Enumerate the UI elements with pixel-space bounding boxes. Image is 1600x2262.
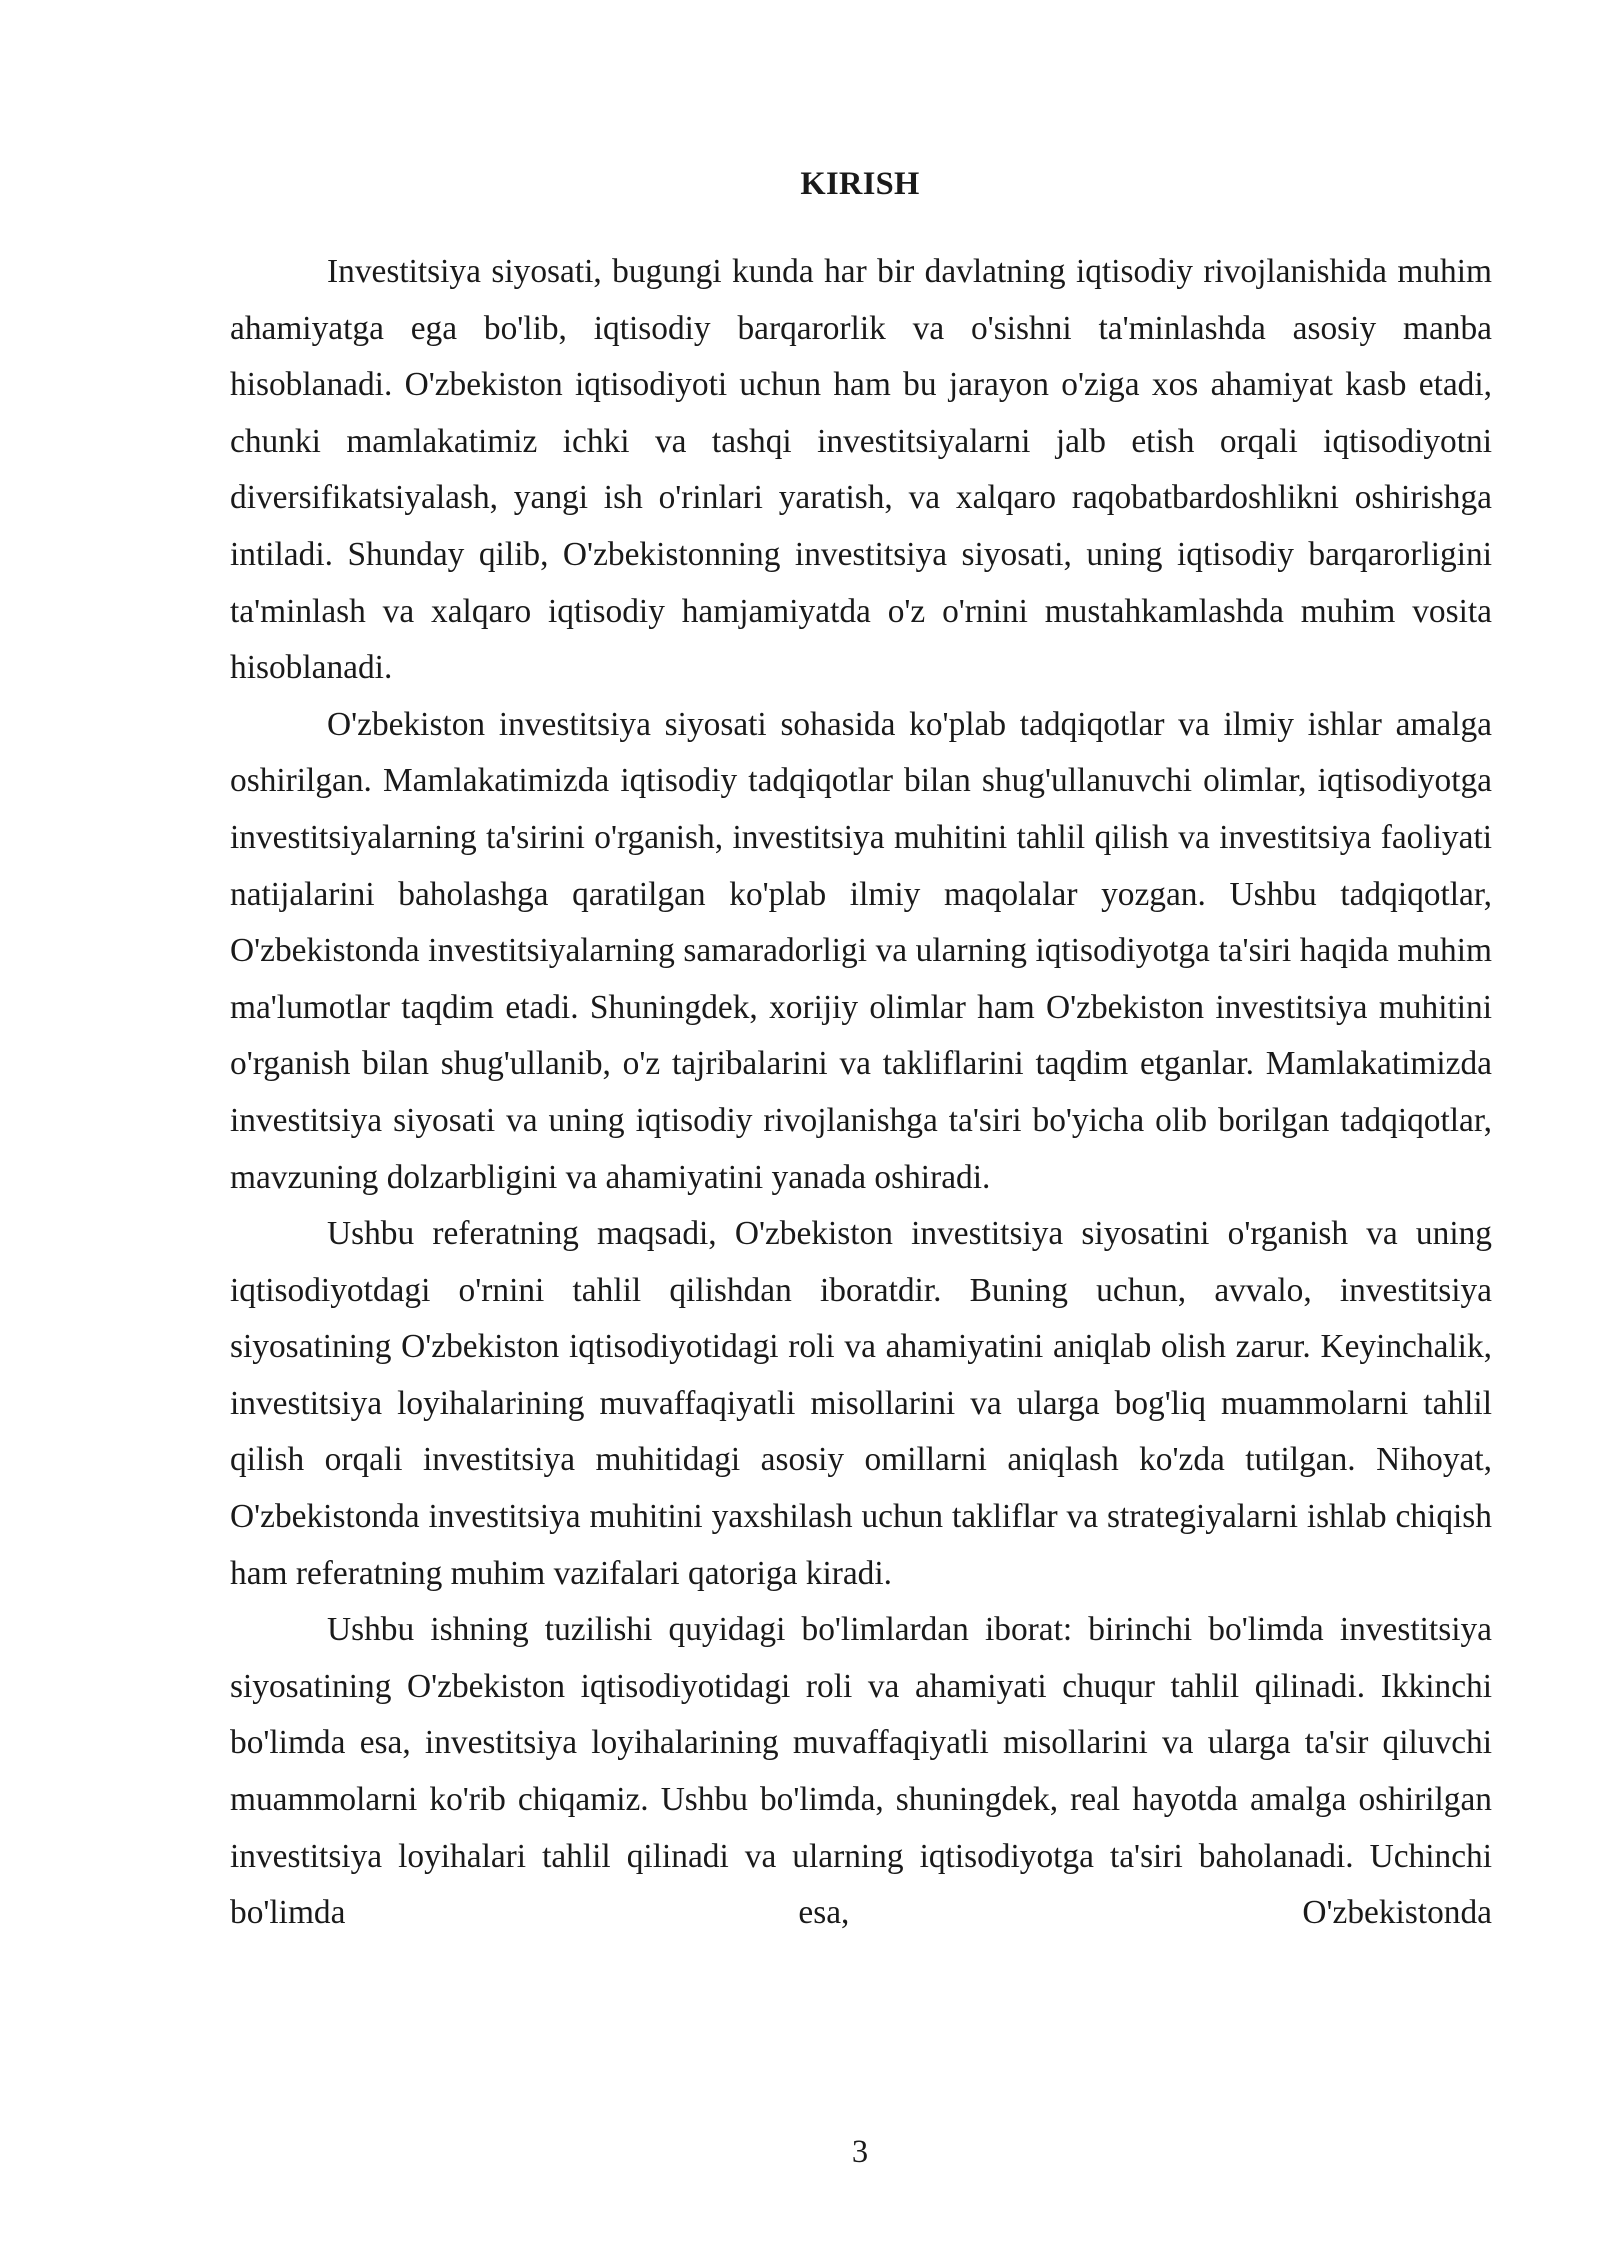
- paragraph-2: O'zbekiston investitsiya siyosati sohasida ko'plab tadqiqotlar va ilmiy ishlar amalga oshirilgan. Mamlakatimizda iqtisodiy tadqiqotlar bilan shug'ullanuvchi olimlar, iqtisodiyotga investitsiyalarning ta'sirini o'rganish, investitsiya muhitini tahlil qilish va investitsiya faoliyati natijalarini baholashga qaratilgan ko'plab ilmiy maqolalar yozgan. Ushbu tadqiqotlar, O'zbekistonda investitsiyalarning samaradorligi va ularning iqtisodiyotga ta'siri haqida muhim ma'lumotlar taqdim etadi. Shuningdek, xorijiy olimlar ham O'zbekiston investitsiya muhitini o'rganish bilan shug'ullanib, o'z tajribalarini va takliflarini taqdim etganlar. Mamlakatimizda investitsiya siyosati va uning iqtisodiy rivojlanishga ta'siri bo'yicha olib borilgan tadqiqotlar, mavzuning dolzarbligini va ahamiyatini yanada oshiradi.: [230, 705, 1492, 1196]
- paragraph-3: Ushbu referatning maqsadi, O'zbekiston investitsiya siyosatini o'rganish va uning iqtisodiyotdagi o'rnini tahlil qilishdan iboratdir. Buning uchun, avvalo, investitsiya siyosatining O'zbekiston iqtisodiyotidagi roli va ahamiyatini aniqlab olish zarur. Keyinchalik, investitsiya loyihalarining muvaffaqiyatli misollarini va ularga bog'liq muammolarni tahlil qilish orqali investitsiya muhitidagi asosiy omillarni aniqlash ko'zda tutilgan. Nihoyat, O'zbekistonda investitsiya muhitini yaxshilash uchun takliflar va strategiyalarni ishlab chiqish ham referatning muhim vazifalari qatoriga kiradi.: [230, 1215, 1492, 1592]
- body-text: [230, 244, 1492, 1942]
- page-number: 3: [851, 2134, 869, 2170]
- section-title: KIRISH: [800, 166, 920, 202]
- paragraph-1: Investitsiya siyosati, bugungi kunda har bir davlatning iqtisodiy rivojlanishida muhim ahamiyatga ega bo'lib, iqtisodiy barqarorlik va o'sishni ta'minlashda asosiy manba hisoblanadi. O'zbekiston iqtisodiyoti uchun ham bu jarayon o'ziga xos ahamiyat kasb etadi, chunki mamlakatimiz ichki va tashqi investitsiyalarni jalb etish orqali iqtisodiyotni diversifikatsiyalash, yangi ish o'rinlari yaratish, va xalqaro raqobatbardoshlikni oshirishga intiladi. Shunday qilib, O'zbekistonning investitsiya siyosati, uning iqtisodiy barqarorligini ta'minlash va xalqaro iqtisodiy hamjamiyatda o'z o'rnini mustahkamlashda muhim vosita hisoblanadi.: [230, 253, 1492, 687]
- paragraph-4: Ushbu ishning tuzilishi quyidagi bo'limlardan iborat: birinchi bo'limda investitsiya siyosatining O'zbekiston iqtisodiyotidagi roli va ahamiyati chuqur tahlil qilinadi. Ikkinchi bo'limda esa, investitsiya loyihalarining muvaffaqiyatli misollarini va ularga ta'sir qiluvchi muammolarni ko'rib chiqamiz. Ushbu bo'limda, shuningdek, real hayotda amalga oshirilgan investitsiya loyihalari tahlil qilinadi va ularning iqtisodiyotga ta'siri baholanadi. Uchinchi bo'limda esa, O'zbekistonda: [230, 1611, 1492, 1932]
